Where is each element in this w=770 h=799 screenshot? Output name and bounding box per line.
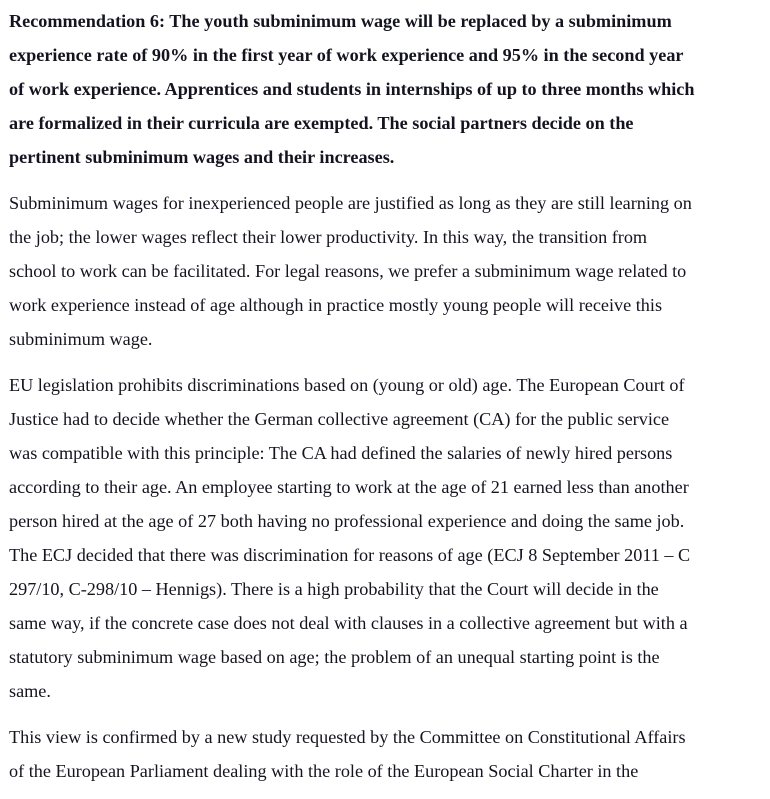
text-line: of the European Parliament dealing with the role of the European Social Charter in the [9,761,639,781]
text-line: person hired at the age of 27 both having no professional experience and doing the same job. [9,511,685,531]
text-line: same. [9,681,51,701]
paragraph-study-confirmation [9,720,769,788]
text-line: This view is confirmed by a new study requested by the Committee on Constitutional Affairs [9,727,686,747]
paragraph-subminimum-justification [9,186,769,356]
text-line: are formalized in their curricula are exempted. The social partners decide on the [9,113,634,133]
text-line: experience rate of 90% in the first year of work experience and 95% in the second year [9,45,684,65]
text-line: Subminimum wages for inexperienced people are justified as long as they are still learning on [9,193,692,213]
paragraph-eu-legislation [9,368,769,708]
text-line: the job; the lower wages reflect their lower productivity. In this way, the transition from [9,227,648,247]
paragraph-spacer [9,356,769,368]
text-line: subminimum wage. [9,329,153,349]
text-line: same way, if the concrete case does not deal with clauses in a collective agreement but with a [9,613,688,633]
recommendation-6-heading [9,4,769,174]
text-line: statutory subminimum wage based on age; the problem of an unequal starting point is the [9,647,660,667]
text-line: work experience instead of age although in practice mostly young people will receive this [9,295,663,315]
text-line: was compatible with this principle: The CA had defined the salaries of newly hired persons [9,443,673,463]
document-page [9,4,769,788]
text-line: EU legislation prohibits discriminations based on (young or old) age. The European Court of [9,375,685,395]
paragraph-spacer [9,174,769,186]
text-line: of work experience. Apprentices and students in internships of up to three months which [9,79,695,99]
paragraph-spacer [9,708,769,720]
text-line: pertinent subminimum wages and their increases. [9,147,395,167]
text-line: The ECJ decided that there was discrimination for reasons of age (ECJ 8 September 2011 – C [9,545,691,565]
text-line: according to their age. An employee starting to work at the age of 21 earned less than another [9,477,689,497]
text-line: Recommendation 6: The youth subminimum wage will be replaced by a subminimum [9,11,672,31]
text-line: school to work can be facilitated. For legal reasons, we prefer a subminimum wage related to [9,261,687,281]
text-line: Justice had to decide whether the German collective agreement (CA) for the public service [9,409,670,429]
text-line: 297/10, C-298/10 – Hennigs). There is a high probability that the Court will decide in the [9,579,659,599]
